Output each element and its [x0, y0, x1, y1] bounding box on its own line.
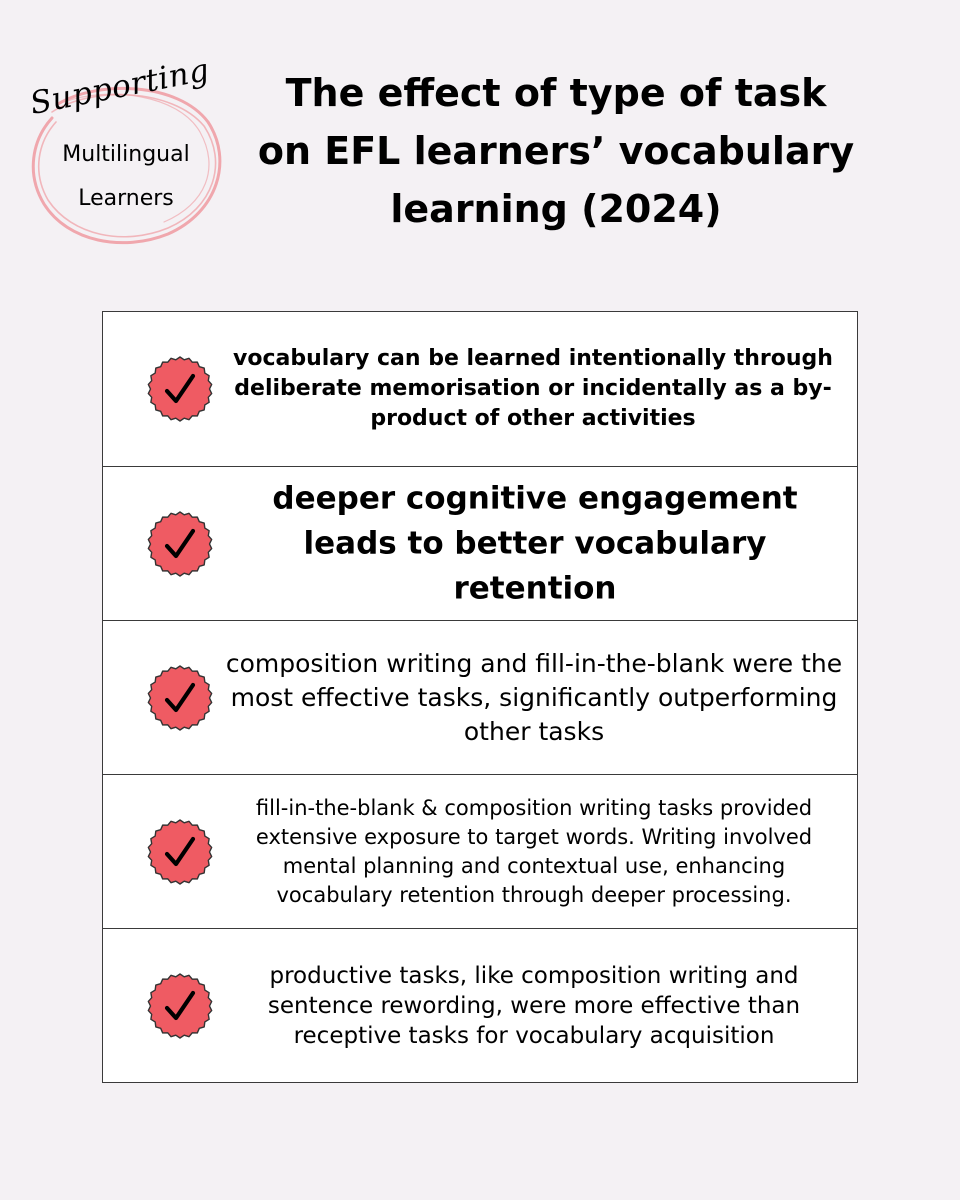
findings-table [102, 311, 858, 1083]
logo-script-text: Supporting [27, 52, 213, 122]
finding-text: composition writing and fill-in-the-blank were the most effective tasks, significantly outperforming other tasks [225, 648, 843, 746]
finding-row [103, 774, 857, 928]
finding-row [103, 466, 857, 620]
logo [27, 52, 224, 248]
check-badge-icon [145, 971, 215, 1041]
logo-line-multilingual: Multilingual [62, 142, 190, 167]
finding-row [103, 928, 857, 1082]
finding-text: fill-in-the-blank & composition writing tasks provided extensive exposure to target words. Writing involved mental planning and contextual use, enhancing vocabulary retention through deeper processing. [255, 795, 813, 907]
finding-text: vocabulary can be learned intentionally through deliberate memorisation or incidentally as a by-product of other activities [233, 346, 833, 431]
finding-row [103, 312, 857, 466]
check-badge-icon [145, 509, 215, 579]
check-badge-icon [145, 663, 215, 733]
finding-text: productive tasks, like composition writing and sentence rewording, were more effective than receptive tasks for vocabulary acquisition [267, 962, 801, 1049]
finding-row [103, 620, 857, 774]
check-badge-icon [145, 817, 215, 887]
logo-line-learners: Learners [78, 186, 174, 211]
finding-text: deeper cognitive engagement leads to better vocabulary retention [272, 480, 798, 606]
page-title: The effect of type of task on EFL learners’ vocabulary learning (2024) [257, 71, 855, 231]
check-badge-icon [145, 354, 215, 424]
